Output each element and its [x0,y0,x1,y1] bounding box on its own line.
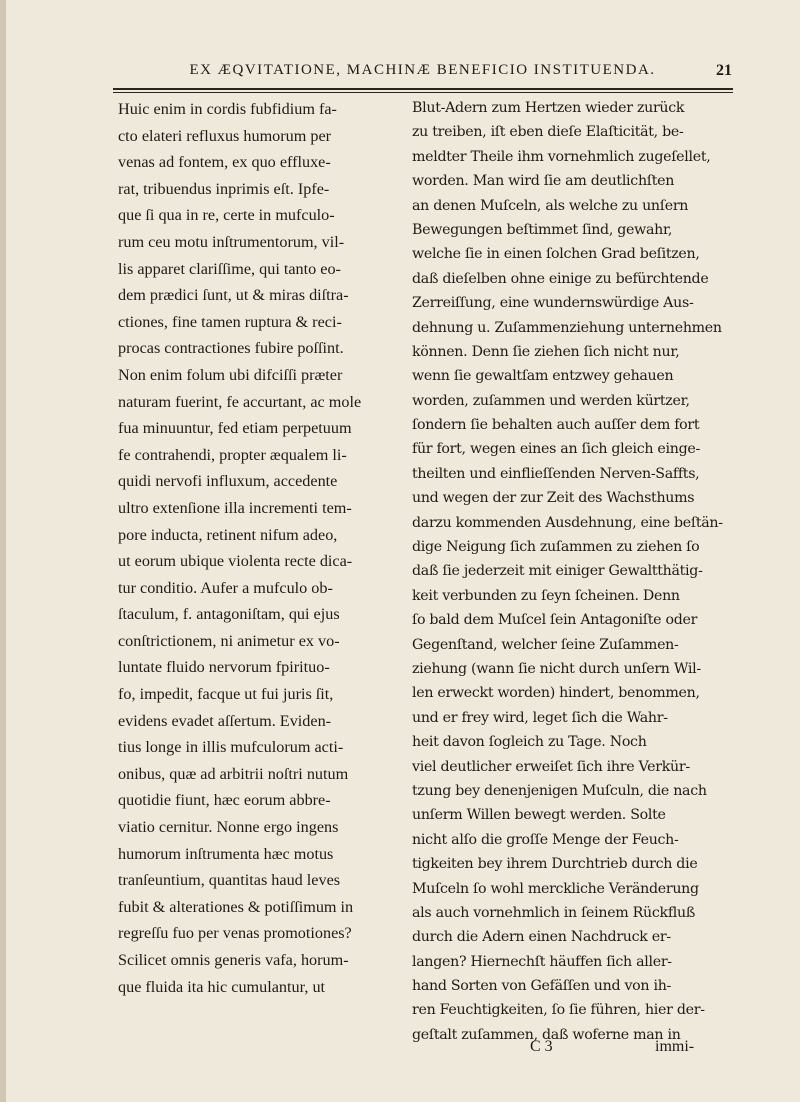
latin-text-line: fe contrahendi, propter æqualem li- [118,445,347,464]
german-text-line: tigkeiten bey ihrem Durchtrieb durch die [412,856,698,873]
latin-text-line: onibus, quæ ad arbitrii noſtri nutum [118,764,349,783]
german-text-line: viel deutlicher erweiſet ſich ihre Verkür- [412,758,690,775]
latin-text-line: naturam fuerint, fe accurtant, ac mole [118,392,362,411]
german-text-line: keit verbunden zu ſeyn ſcheinen. Denn [412,587,680,604]
header-rule-thin [113,92,733,93]
latin-text-line: evidens evadet aſſertum. Eviden- [118,711,332,730]
german-text-line: ſondern ſie behalten auch auſſer dem fort [412,417,700,434]
latin-text-line: ut eorum ubique violenta recte dica- [118,552,353,571]
german-text-line: Bewegungen beſtimmet ſind, gewahr, [412,221,673,238]
german-text-line: ren Feuchtigkeiten, ſo ſie führen, hier der- [412,1002,705,1019]
latin-text-line: conſtrictionem, ni animetur ex vo- [118,631,340,650]
german-text-line: Zerreiſſung, eine wundernswürdige Aus- [412,295,694,312]
german-text-line: welche ſie in einen ſolchen Grad beſitzen, [412,246,700,263]
german-text-line: ſo bald dem Muſcel ſein Antagoniſte oder [412,612,698,629]
running-title: EX ÆQVITATIONE, MACHINÆ BENEFICIO INSTITUENDA. [189,62,656,78]
latin-text-line: tranſeuntium, quantitas haud leves [118,871,341,890]
latin-text-line: fo, impedit, facque ut fui juris ſit, [118,685,334,704]
german-text-line: worden, zuſammen und werden kürtzer, [412,392,690,409]
german-column [412,96,742,1047]
german-text-line: an denen Muſceln, als welche zu unſern [412,197,689,214]
latin-text-line: regreſſu fuo per venas promotiones? [118,924,352,943]
german-text-line: geſtalt zuſammen, daß woferne man in [412,1026,681,1043]
catchword: immi- [655,1038,695,1055]
german-text-line: als auch vornehmlich in ſeinem Rückfluß [412,904,696,921]
german-text-line: darzu kommenden Ausdehnung, eine beſtän- [412,514,723,531]
latin-text-line: fua minuuntur, fed etiam perpetuum [118,419,352,438]
latin-text-line: cto elateri refluxus humorum per [118,126,332,145]
german-text-line: meldter Theile ihm vornehmlich zugeſellet, [412,148,711,165]
german-text-line: dige Neigung ſich zuſammen zu ziehen ſo [412,539,700,556]
german-text-line: Muſceln ſo wohl merckliche Veränderung [412,880,699,897]
german-text-line: wenn ſie gewaltſam entzwey gehauen [412,368,674,385]
german-text-line: tzung bey denenjenigen Muſculn, die nach [412,782,707,799]
german-text-line: und er frey wird, leget ſich die Wahr- [412,709,668,726]
german-text-line: zu treiben, iſt eben dieſe Elaſticität, be- [412,124,684,141]
german-text-line: daß dieſelben ohne einige zu befürchtende [412,270,709,287]
signature-mark: C 3 [530,1038,553,1055]
latin-text-line: pore inducta, retinent nifum adeo, [118,525,338,544]
latin-text-line: que fluida ita hic cumulantur, ut [118,977,326,996]
latin-text-line: ſtaculum, f. antagoniſtam, qui ejus [118,605,340,624]
page-number: 21 [716,62,732,79]
latin-text-line: ultro extenſione illa incrementi tem- [118,498,352,517]
german-text-line: durch die Adern einen Nachdruck er- [412,929,671,946]
latin-text-line: que ſi qua in re, certe in mufculo- [118,206,335,225]
latin-text-line: quotidie fiunt, hæc eorum abbre- [118,791,331,810]
latin-text-line: rum ceu motu inſtrumentorum, vil- [118,232,345,251]
latin-text-line: viatio cernitur. Nonne ergo ingens [118,818,339,837]
latin-column [118,96,398,1000]
latin-text-line: quidi nervofi influxum, accedente [118,472,338,491]
latin-text-line: ctiones, fine tamen ruptura & reci- [118,312,342,331]
running-header [115,62,730,88]
latin-text-line: humorum inſtrumenta hæc motus [118,844,334,863]
latin-text-line: tius longe in illis mufculorum acti- [118,738,344,757]
german-text-line: nicht alſo die groſſe Menge der Feuch- [412,831,679,848]
german-text-line: ziehung (wann ſie nicht durch unſern Wil- [412,660,701,677]
german-text-line: und wegen der zur Zeit des Wachsthums [412,490,695,507]
latin-text-line: lis apparet clariſſime, qui tanto eo- [118,259,341,278]
latin-text-line: luntate fluido nervorum fpirituo- [118,658,330,677]
latin-text-line: rat, tribuendus inprimis eſt. Ipfe- [118,179,330,198]
german-text-line: unſerm Willen bewegt werden. Solte [412,807,666,824]
german-text-line: daß ſie jederzeit mit einiger Gewaltthätig- [412,563,703,580]
german-text-line: theilten und einflieſſenden Nerven-Saffts, [412,465,700,482]
german-text-line: len erweckt worden) hindert, benommen, [412,685,700,702]
latin-text-line: tur conditio. Aufer a mufculo ob- [118,578,333,597]
german-text-line: worden. Man wird ſie am deutlichſten [412,173,675,190]
german-text-line: können. Denn ſie ziehen ſich nicht nur, [412,343,680,360]
latin-text-line: dem prædici ſunt, ut & miras diſtra- [118,286,349,305]
german-text-line: Blut-Adern zum Hertzen wieder zurück [412,100,685,116]
latin-text-line: Huic enim in cordis fubfidium fa- [118,100,337,118]
german-text-line: heit davon ſogleich zu Tage. Noch [412,734,647,751]
latin-text-line: venas ad fontem, ex quo effluxe- [118,153,331,172]
page-edge-shadow [0,0,6,1102]
german-text-line: für fort, wegen eines an ſich gleich einge- [412,441,700,458]
latin-text-line: Scilicet omnis generis vafa, horum- [118,951,349,969]
german-text-line: hand Sorten von Gefäſſen und von ih- [412,978,672,995]
header-rule-thick [113,88,733,90]
latin-text-line: Non enim folum ubi difciſſi præter [118,365,343,384]
latin-text-line: fubit & alterationes & potiſſimum in [118,897,354,916]
latin-text-line: procas contractiones fubire poſſint. [118,339,344,358]
german-text-line: dehnung u. Zuſammenziehung unternehmen [412,319,722,336]
german-text-line: langen? Hiernechſt häuffen ſich aller- [412,953,672,970]
german-text-line: Gegenſtand, welcher ſeine Zuſammen- [412,636,679,653]
